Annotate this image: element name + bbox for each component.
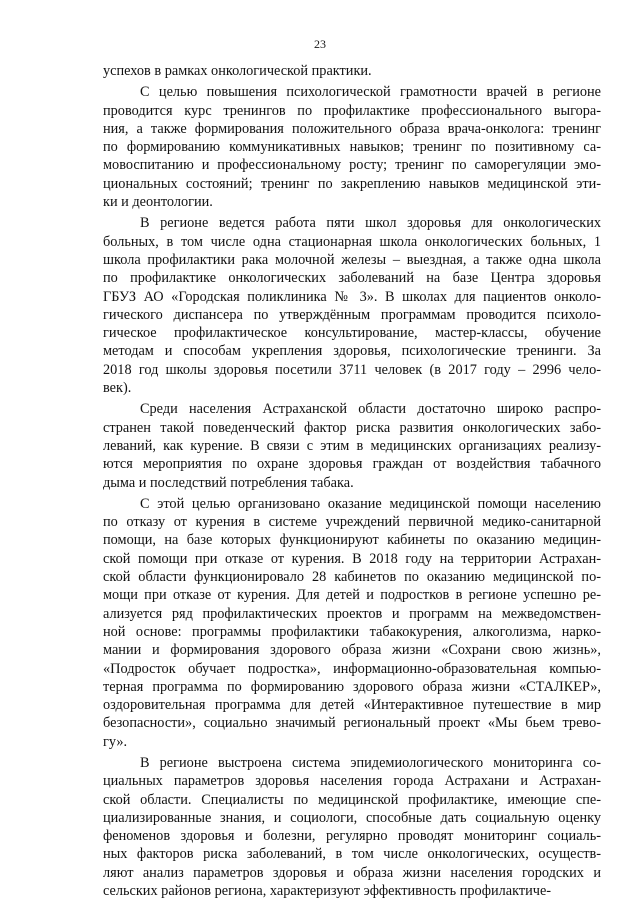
- text-line: 2018 год школы здоровья посетили 3711 человек (в 2017 году – 2996 чело-: [103, 361, 601, 378]
- paragraph: [103, 62, 601, 80]
- text-line: гическое профилактическое консультирование, мастер-классы, обучение: [103, 325, 601, 342]
- text-line: дыма и последствий потребления табака.: [103, 474, 354, 491]
- text-line: ГБУЗ АО «Городская поликлиника № 3». В школах для пациентов онколо-: [103, 288, 601, 305]
- text-line: по формированию коммуникативных навыков; тренинг по позитивному са-: [103, 139, 601, 156]
- body-text: [103, 62, 601, 900]
- text-line: ализуется ряд профилактических проектов и программ на межведомствен-: [103, 605, 601, 622]
- text-line: больных, в том числе одна стационарная школа онкологических больных, 1: [103, 233, 601, 250]
- text-line: «Подросток обучает подростка», информационно-образовательная компью-: [103, 660, 601, 677]
- text-line: ки и деонтологии.: [103, 194, 213, 211]
- text-line: В регионе ведется работа пяти школ здоровья для онкологических: [140, 215, 601, 232]
- text-line: гического диспансера по утверждённым программам проводится психоло-: [103, 306, 601, 323]
- text-line: помощи, на базе которых функционируют кабинеты по оказанию медицин-: [103, 532, 601, 549]
- text-line: странен такой поведенческий фактор риска развития онкологических забо-: [103, 419, 601, 436]
- paragraph: [103, 754, 601, 900]
- text-line: успехов в рамках онкологической практики.: [103, 63, 372, 79]
- paragraph: [103, 400, 601, 491]
- text-line: феноменов здоровья и болезни, регулярно проводят мониторинг социаль-: [103, 828, 601, 845]
- text-line: ской области. Специалисты по медицинской профилактике, имеющие спе-: [103, 791, 601, 808]
- text-line: ния, а также формирования положительного образа врача-онколога: тренинг: [103, 120, 601, 137]
- text-line: мощи при отказе от курения. Для детей и подростков в регионе успешно ре-: [103, 587, 601, 604]
- text-line: циальных параметров здоровья населения города Астрахани и Астрахан-: [103, 773, 601, 790]
- text-line: ляют анализ параметров здоровья и образа жизни населения городских и: [103, 864, 601, 881]
- text-line: век).: [103, 380, 132, 397]
- text-line: оздоровительная программа для детей «Интерактивное путешествие в мир: [103, 697, 601, 714]
- text-line: по профилактике онкологических заболеваний на базе Центра здоровья: [103, 270, 601, 287]
- text-line: гу».: [103, 733, 128, 750]
- text-line: методам и способам укрепления здоровья, психологические тренинги. За: [103, 343, 601, 360]
- text-line: С этой целью организовано оказание медицинской помощи населению: [140, 495, 601, 512]
- text-line: леваний, как курение. В связи с этим в медицинских организациях реализу-: [103, 437, 601, 454]
- text-line: С целью повышения психологической грамотности врачей в регионе: [140, 84, 601, 101]
- text-line: мовоспитанию и профессиональному росту; тренинг по саморегуляции эмо-: [103, 157, 601, 174]
- paragraph: [103, 214, 601, 397]
- text-line: ной основе: программы профилактики табакокурения, алкоголизма, нарко-: [103, 623, 601, 640]
- text-line: Среди населения Астраханской области достаточно широко распро-: [140, 401, 601, 418]
- page-number: 23: [314, 37, 326, 51]
- text-line: ются мероприятия по охране здоровья граждан от воздействия табачного: [103, 456, 601, 473]
- text-line: сельских районов региона, характеризуют эффективность профилактиче-: [103, 883, 552, 900]
- text-line: по отказу от курения в системе учреждений первичной медико-санитарной: [103, 514, 601, 531]
- text-line: ных факторов риска заболеваний, в том числе онкологических, осуществ-: [103, 846, 601, 863]
- text-line: терная программа по формированию здорового образа жизни «СТАЛКЕР»,: [103, 678, 601, 695]
- text-line: ской области функционировало 28 кабинетов по оказанию медицинской по-: [103, 569, 601, 586]
- text-line: безопасности», социально значимый региональный проект «Мы бьем трево-: [103, 715, 601, 732]
- text-line: В регионе выстроена система эпидемиологического мониторинга со-: [140, 754, 601, 771]
- paragraph: [103, 83, 601, 211]
- text-line: мании и формирования здорового образа жизни «Сохрани свою жизнь»,: [103, 642, 601, 659]
- text-line: циональных состояний; тренинг по закреплению навыков медицинской эти-: [103, 175, 601, 192]
- text-line: проводится курс тренингов по профилактике профессионального выгора-: [103, 102, 601, 119]
- text-line: школа профилактики рака молочной железы – выездная, а также одна школа: [103, 251, 601, 268]
- text-line: циализированные знания, и социологи, способные дать социальную оценку: [103, 809, 601, 826]
- paragraph: [103, 495, 601, 751]
- text-line: ской помощи при отказе от курения. В 2018 году на территории Астрахан-: [103, 550, 601, 567]
